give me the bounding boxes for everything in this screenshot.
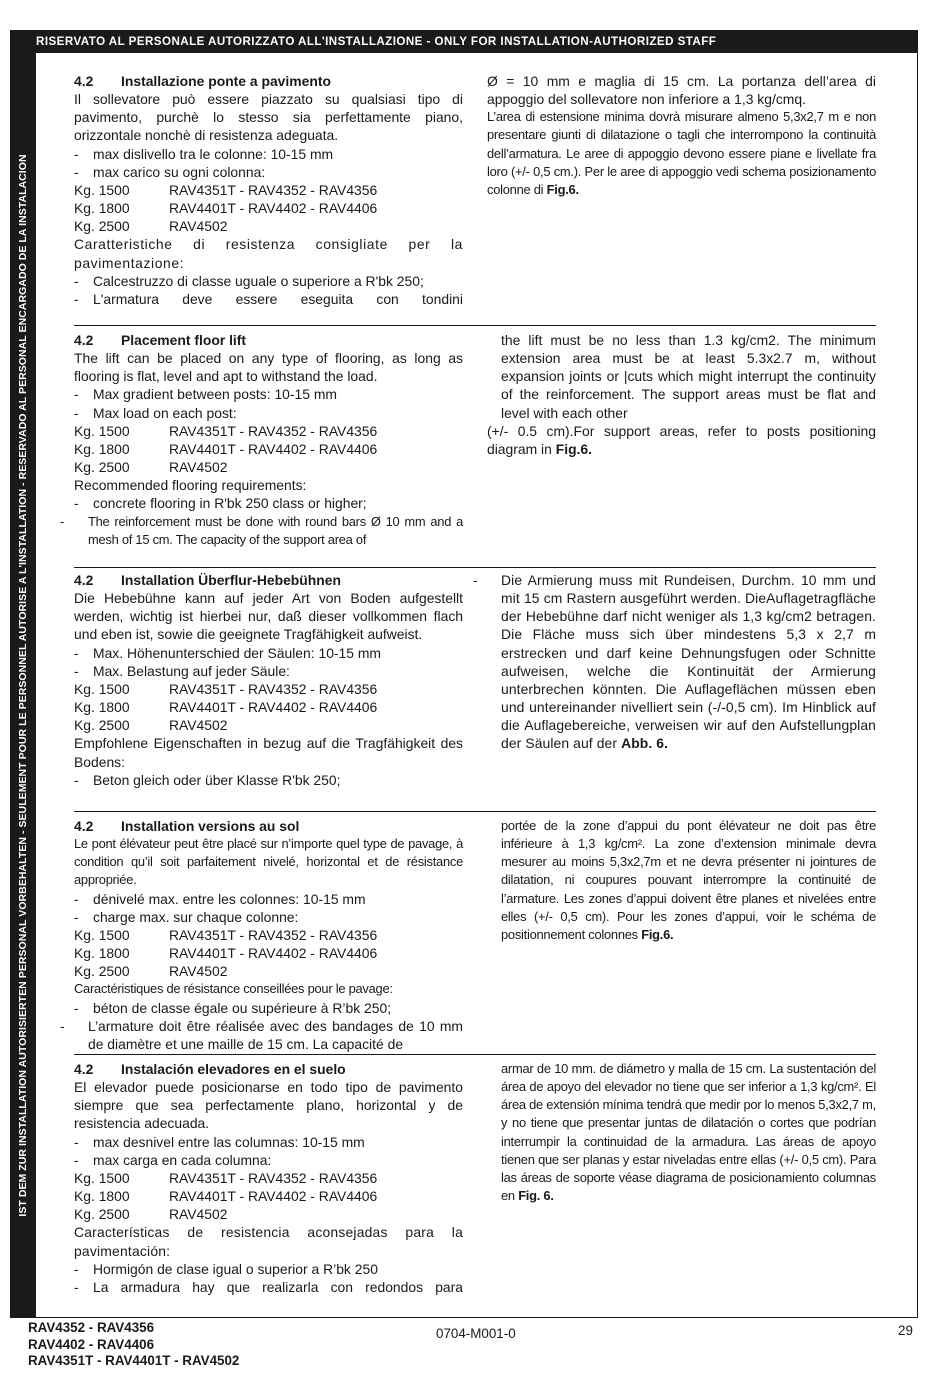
figure-reference: Abb. 6. <box>621 735 669 752</box>
load-row: Kg. 1800 RAV4401T - RAV4402 - RAV4406 <box>74 699 378 716</box>
section-fr-left <box>60 817 463 1053</box>
list-item: - charge max. sur chaque colonne: <box>74 908 299 925</box>
load-row: Kg. 2500 RAV4502 <box>74 963 228 980</box>
paragraph: Caractéristiques de résistance conseillées pour le pavage: <box>74 981 393 997</box>
load-row: Kg. 2500 RAV4502 <box>74 459 228 476</box>
list-item: - concrete flooring in R'bk 250 class or higher; <box>74 495 367 512</box>
paragraph: portée de la zone d’appui du pont élévateur ne doit pas être inférieure à 1,3 kg/cm². La zone d’extension minimale devra mesurer au moins 5,3x2,7m et ne devra présenter ni jointures de dilatation, ni coupures pouvant interrompre la continuité de l’armature. Les zones d’appui doivent être planes et nivelées entre elles (+/- 0,5 cm). Pour les zones d’appui, voir le schéma de positionnement colonnes Fig.6. <box>501 818 876 942</box>
list-item: - béton de classe égale ou supérieure à R’bk 250; <box>74 999 392 1016</box>
figure-reference: Fig. 6. <box>518 1188 554 1204</box>
list-item: - Calcestruzzo di classe uguale o superiore a R'bk 250; <box>74 272 424 289</box>
side-banner <box>10 53 36 1318</box>
list-item: - dénivelé max. entre les colonnes: 10-15 mm <box>74 890 366 907</box>
list-item: - The reinforcement must be done with round bars Ø 10 mm and a mesh of 15 cm. The capacity of the support area of <box>60 513 463 547</box>
list-item: - L’armature doit être réalisée avec des bandages de 10 mm de diamètre et une maille de 15 cm. La capacité de <box>60 1017 463 1052</box>
paragraph: Características de resistencia aconsejadas para la pavimentación: <box>74 1224 463 1259</box>
load-row: Kg. 1500 RAV4351T - RAV4352 - RAV4356 <box>74 422 378 439</box>
top-banner: RISERVATO AL PERSONALE AUTORIZZATO ALL'INSTALLAZIONE - ONLY FOR INSTALLATION-AUTHORIZED STAFF <box>10 30 918 53</box>
footer-models-line: RAV4351T - RAV4401T - RAV4502 <box>28 1353 240 1369</box>
figure-reference: Fig.6. <box>555 440 592 457</box>
section-heading: 4.2 Instalación elevadores en el suelo <box>74 1061 346 1077</box>
section-en-left <box>60 331 463 549</box>
section-divider <box>74 567 876 568</box>
figure-reference: Fig.6. <box>641 926 674 942</box>
list-item: - Max. Belastung auf jeder Säule: <box>74 662 290 679</box>
load-row: Kg. 1500 RAV4351T - RAV4352 - RAV4356 <box>74 926 378 943</box>
section-heading: 4.2 Installation Überflur-Hebebühnen <box>74 572 341 588</box>
section-it-right <box>487 72 876 199</box>
load-row: Kg. 2500 RAV4502 <box>74 1206 228 1223</box>
section-en-right <box>487 331 876 458</box>
paragraph: Recommended flooring requirements: <box>74 477 307 494</box>
page-number: 29 <box>898 1323 913 1338</box>
list-item: - max carico su ogni colonna: <box>74 163 266 180</box>
section-heading: 4.2 Installazione ponte a pavimento <box>74 73 331 89</box>
section-divider <box>74 1054 876 1055</box>
paragraph: armar de 10 mm. de diámetro y malla de 15 cm. La sustentación del área de apoyo del elevador no tiene que ser inferior a 1,3 kg/cm². El área de extensión mínima tendrá que medir por lo menos 5,3x2,7 m, y no tiene que presentar juntas de dilatación o cortes que podrían interrumpir la continuidad de la armadura. Las áreas de apoyo tienen que ser planas y estar niveladas entre ellas (+/- 0,5 cm). Para las áreas de soporte véase diagrama de posicionamiento columnas en Fig. 6. <box>501 1061 876 1204</box>
paragraph: Ø = 10 mm e maglia di 15 cm. La portanza dell’area di appoggio del sollevatore non inferiore a 1,3 kg/cmq. <box>487 73 876 108</box>
load-row: Kg. 1500 RAV4351T - RAV4352 - RAV4356 <box>74 1169 378 1186</box>
paragraph: Caratteristiche di resistenza consigliate per la pavimentazione: <box>74 236 463 271</box>
footer-model-list <box>28 1320 239 1370</box>
paragraph: (+/- 0.5 cm).For support areas, refer to posts positioning diagram in Fig.6. <box>487 422 876 457</box>
section-de-left <box>74 571 463 789</box>
side-banner-text: IST DEM ZUR INSTALLATION AUTORISIERTEN PERSONAL VORBEHALTEN - SEULEMENT POUR LE PERSONNEL AUTORISE A L'INSTALLATION - RESERVADO AL PERSONAL ENCARGADO DE LA INSTALACION <box>17 154 29 1217</box>
section-es-left <box>74 1060 463 1296</box>
load-row: Kg. 1800 RAV4401T - RAV4402 - RAV4406 <box>74 1188 378 1205</box>
list-item: - max carga en cada columna: <box>74 1151 272 1168</box>
document-code: 0704-M001-0 <box>436 1326 516 1341</box>
section-heading: 4.2 Installation versions au sol <box>74 818 300 834</box>
list-item: - La armadura hay que realizarla con redondos para <box>74 1278 463 1295</box>
list-item: - Beton gleich oder über Klasse R'bk 250; <box>74 771 341 788</box>
list-item: - Max gradient between posts: 10-15 mm <box>74 386 337 403</box>
footer-models-line: RAV4402 - RAV4406 <box>28 1336 155 1352</box>
paragraph: the lift must be no less than 1.3 kg/cm2. The minimum extension area must be at least 5.3x2.7 m, without expansion joints or |cuts which might interrupt the continuity of the reinforcement. The support areas must be flat and level with each other <box>501 332 876 421</box>
list-item: - Max load on each post: <box>74 404 237 421</box>
load-row: Kg. 1800 RAV4401T - RAV4402 - RAV4406 <box>74 200 378 217</box>
list-item: - L'armatura deve essere eseguita con tondini <box>74 290 463 307</box>
paragraph: Il sollevatore può essere piazzato su qualsiasi tipo di pavimento, purchè lo stesso sia perfettamente piano, orizzontale nonchè di resistenza adeguata. <box>74 91 463 144</box>
load-row: Kg. 1800 RAV4401T - RAV4402 - RAV4406 <box>74 945 378 962</box>
paragraph: El elevador puede posicionarse en todo tipo de pavimento siempre que sea perfectamente plano, horizontal y de resistencia adecuada. <box>74 1079 463 1132</box>
load-row: Kg. 2500 RAV4502 <box>74 218 228 235</box>
section-it-left <box>74 72 463 308</box>
paragraph: L’area di estensione minima dovrà misurare almeno 5,3x2,7 m e non presentare giunti di dilatazione o tagli che interrompono la continuità dell’armatura. Le aree di appoggio devono essere piane e livellate fra loro (+/- 0,5 cm.). Per le aree di appoggio vedi schema posizionamento colonne di Fig.6. <box>487 109 876 197</box>
load-row: Kg. 1500 RAV4351T - RAV4352 - RAV4356 <box>74 181 378 198</box>
list-item: - Hormigón de clase igual o superior a R’bk 250 <box>74 1260 378 1277</box>
section-divider <box>74 325 876 326</box>
paragraph: Le pont élévateur peut être placé sur n’importe quel type de pavage, à condition qu’il soit parfaitement nivelé, horizontal et de résistance appropriée. <box>74 836 463 888</box>
paragraph: Die Hebebühne kann auf jeder Art von Boden aufgestellt werden, wichtig ist hierbei nur, daß dieser vollkommen flach und eben ist, sowie die geeignete Tragfähigkeit aufweist. <box>74 590 463 643</box>
section-fr-right <box>487 817 876 944</box>
section-es-right <box>487 1060 876 1205</box>
footer-models-line: RAV4352 - RAV4356 <box>28 1320 155 1335</box>
list-item: - Die Armierung muss mit Rundeisen, Durchm. 10 mm und mit 15 cm Rastern ausgeführt werden. DieAuflagetragfläche der Hebebühne darf nicht weniger als 1,3 kg/cm2 betragen. Die Fläche muss sich über mindestens 5,3 x 2,7 m erstrecken und darf keine Dehnungsfugen oder Schnitte aufweisen, welche die Kontinuität der Armierung unterbrechen könnten. Die Auflageflächen müssen eben und untereinander nivelliert sein (-/-0,5 cm). Im Hinblick auf die Auflagebereiche, verweisen wir auf den Aufstellungplan der Säulen auf der Abb. 6. <box>473 572 876 752</box>
load-row: Kg. 1500 RAV4351T - RAV4352 - RAV4356 <box>74 680 378 697</box>
list-item: - max dislivello tra le colonne: 10-15 mm <box>74 145 334 162</box>
list-item: - max desnivel entre las columnas: 10-15 mm <box>74 1133 365 1150</box>
load-row: Kg. 2500 RAV4502 <box>74 717 228 734</box>
section-de-right <box>473 571 876 753</box>
figure-reference: Fig.6. <box>546 181 579 197</box>
list-item: - Max. Höhenunterschied der Säulen: 10-15 mm <box>74 644 382 661</box>
paragraph: Empfohlene Eigenschaften in bezug auf die Tragfähigkeit des Bodens: <box>74 735 463 770</box>
load-row: Kg. 1800 RAV4401T - RAV4402 - RAV4406 <box>74 440 378 457</box>
section-heading: 4.2 Placement floor lift <box>74 332 247 348</box>
section-divider <box>74 811 876 812</box>
paragraph: The lift can be placed on any type of flooring, as long as flooring is flat, level and apt to withstand the load. <box>74 350 463 385</box>
